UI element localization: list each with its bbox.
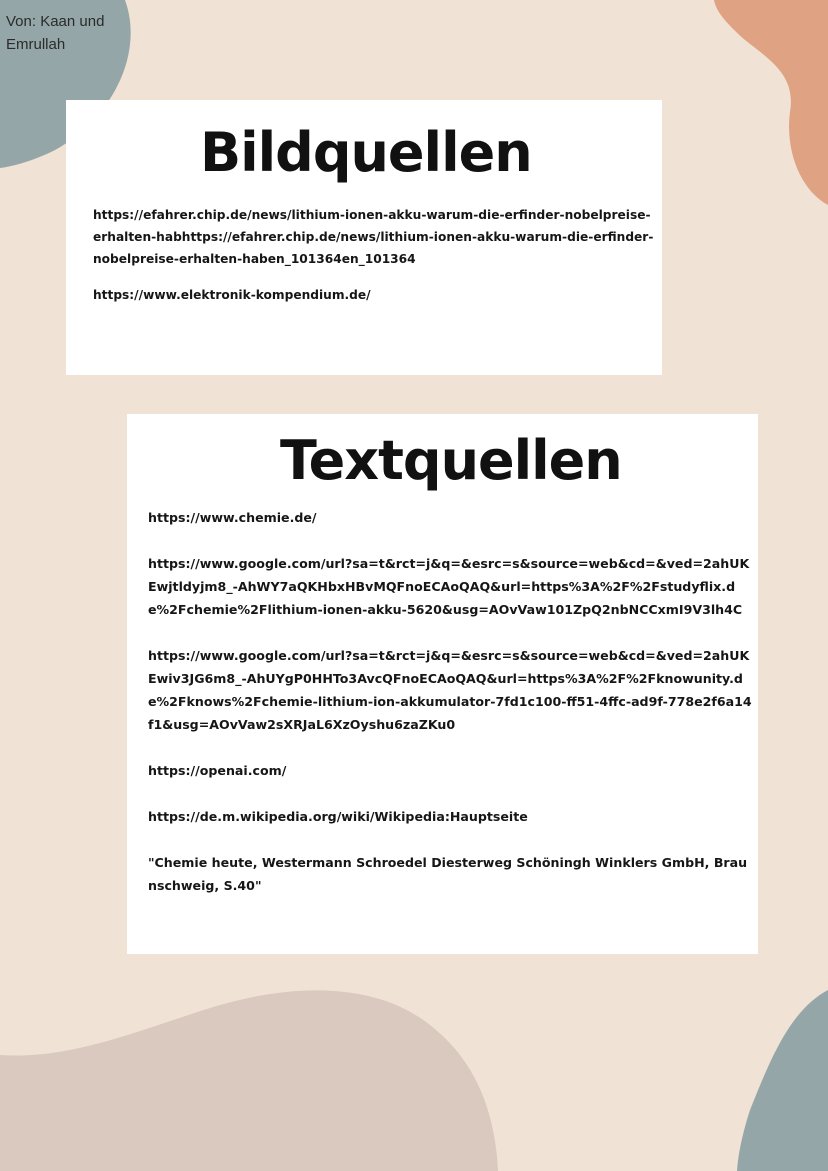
text-source-entry: "Chemie heute, Westermann Schroedel Diesterweg Schöningh Winklers GmbH, Braunschweig, S.40" bbox=[148, 855, 748, 893]
text-source-entry: https://www.chemie.de/ bbox=[148, 510, 317, 525]
text-source-entry: https://openai.com/ bbox=[148, 763, 287, 778]
slate-blob-bottom-right bbox=[737, 990, 828, 1171]
text-sources-title: Textquellen bbox=[280, 429, 622, 492]
image-sources-card bbox=[66, 100, 662, 375]
image-source-entry: https://www.elektronik-kompendium.de/ bbox=[93, 288, 371, 302]
taupe-blob-bottom-left bbox=[0, 990, 498, 1171]
text-source-entry: https://www.google.com/url?sa=t&rct=j&q=&esrc=s&source=web&cd=&ved=2ahUKEwiv3JG6m8_-AhUYgP0HHTo3AvcQFnoECAoQAQ&url=https%3A%2F%2Fknowunity.de%2Fknows%2Fchemie-lithium-ion-akkumulator-7fd1c100-ff51-4ffc-ad9f-778e2f6a14f1&usg=AOvVaw2sXRJaL6XzOyshu6zaZKu0 bbox=[148, 648, 752, 732]
image-sources-title: Bildquellen bbox=[200, 121, 532, 184]
image-source-entry: https://efahrer.chip.de/news/lithium-ionen-akku-warum-die-erfinder-nobelpreise-erhalten-habhttps://efahrer.chip.de/news/lithium-ionen-akku-warum-die-erfinder-nobelpreise-erhalten-haben_101364en_101364 bbox=[93, 208, 654, 266]
peach-blob-top-right bbox=[714, 0, 828, 205]
author-credit: Von: Kaan und Emrullah bbox=[6, 13, 105, 53]
text-source-entry: https://de.m.wikipedia.org/wiki/Wikipedia:Hauptseite bbox=[148, 809, 528, 824]
image-sources-list bbox=[93, 204, 655, 320]
text-sources-card bbox=[127, 414, 758, 954]
text-sources-list bbox=[148, 506, 753, 920]
text-source-entry: https://www.google.com/url?sa=t&rct=j&q=&esrc=s&source=web&cd=&ved=2ahUKEwjtldyjm8_-AhWY7aQKHbxHBvMQFnoECAoQAQ&url=https%3A%2F%2Fstudyflix.de%2Fchemie%2Flithium-ionen-akku-5620&usg=AOvVaw101ZpQ2nbNCCxmI9V3lh4C bbox=[148, 556, 750, 617]
